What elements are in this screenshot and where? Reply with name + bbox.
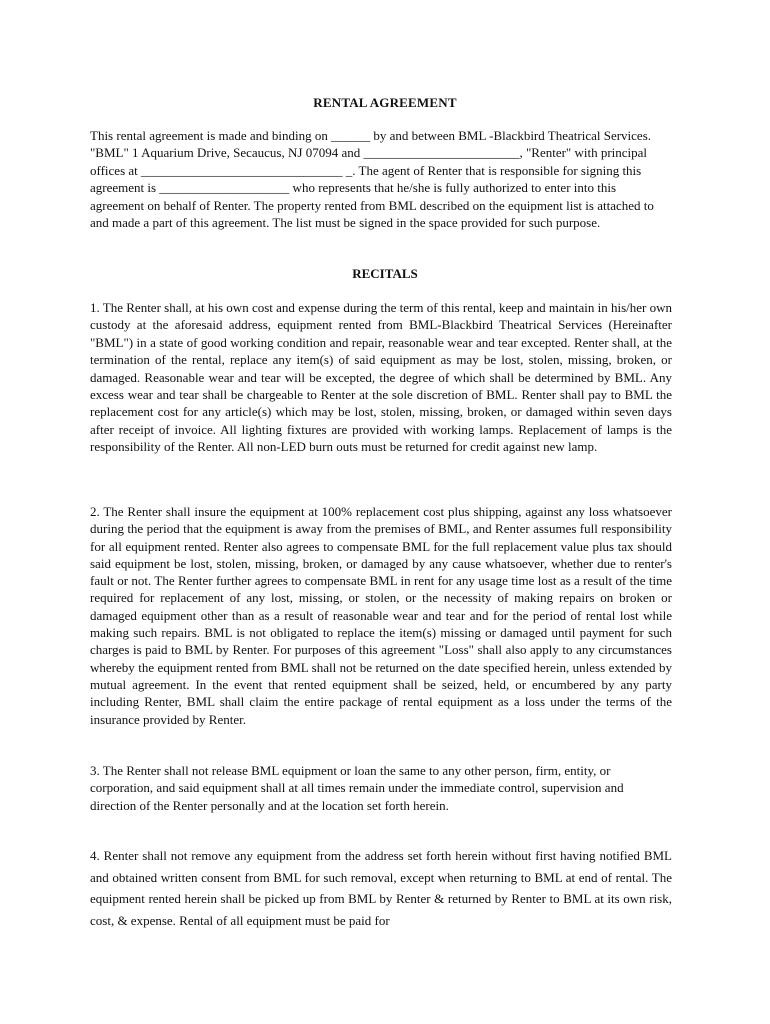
intro-paragraph: This rental agreement is made and binding on ______ by and between BML -Blackbird Theatrical Services. "BML" 1 Aquarium Drive, Secaucus, NJ 07094 and ________________________, "Renter" with principal offices at _______________________________ _. The agent of Renter that is responsible for signing this agreement is ____________________ who represents that he/she is fully authorized to enter into this agreement on behalf of Renter. The property rented from BML described on the equipment list is attached to and made a part of this agreement. The list must be signed in the space provided for such purpose. <box>90 128 654 231</box>
recital-paragraph-1: 1. The Renter shall, at his own cost and expense during the term of this rental, keep and maintain in his/her own custody at the aforesaid address, equipment rented from BML-Blackbird Theatrical Services (Hereinafter "BML") in a state of good working condition and repair, reasonable wear and tear excepted. Renter shall, at the termination of the rental, replace any item(s) of said equipment as may be lost, stolen, missing, broken, or damaged. Reasonable wear and tear will be excepted, the degree of which shall be determined by BML. Any excess wear and tear shall be chargeable to Renter at the sole discretion of BML. Renter shall pay to BML the replacement cost for any article(s) which may be lost, stolen, missing, broken, or damaged within seven days after receipt of invoice. All lighting fixtures are provided with working lamps. Replacement of lamps is the responsibility of the Renter. All non-LED burn outs must be returned for credit against new lamp. <box>90 300 672 455</box>
recital-paragraph-4: 4. Renter shall not remove any equipment from the address set forth herein without first having notified BML and obtained written consent from BML for such removal, except when returning to BML at end of rental. The equipment rented herein shall be picked up from BML by Renter & returned by Renter to BML at its own risk, cost, & expense. Rental of all equipment must be paid for <box>90 848 672 928</box>
recital-paragraph-2: 2. The Renter shall insure the equipment at 100% replacement cost plus shipping, against any loss whatsoever during the period that the equipment is away from the premises of BML, and Renter assumes full responsibility for all equipment rented. Renter also agrees to compensate BML for the full replacement value plus tax should said equipment be lost, stolen, missing, broken, or damaged by any cause whatsoever, whether due to renter's fault or not. The Renter further agrees to compensate BML in rent for any usage time lost as a result of the time required for replacement of any lost, missing, or stolen, or the necessity of making repairs on broken or damaged equipment other than as a result of reasonable wear and tear and for the period of rental lost while making such repairs. BML is not obligated to replace the item(s) missing or damaged until payment for such charges is paid to BML by Renter. For purposes of this agreement "Loss" shall also apply to any circumstances whereby the equipment rented from BML shall not be returned on the date specified herein, unless extended by mutual agreement. In the event that rented equipment shall be seized, held, or encumbered by any party including Renter, BML shall claim the entire package of rental equipment as a loss under the terms of the insurance provided by Renter. <box>90 504 672 727</box>
document-title: RENTAL AGREEMENT <box>313 95 457 110</box>
recital-paragraph-3: 3. The Renter shall not release BML equipment or loan the same to any other person, firm, entity, or corporation, and said equipment shall at all times remain under the immediate control, supervision and direction of the Renter personally and at the location set forth herein. <box>90 763 624 813</box>
recitals-heading: RECITALS <box>352 266 418 281</box>
